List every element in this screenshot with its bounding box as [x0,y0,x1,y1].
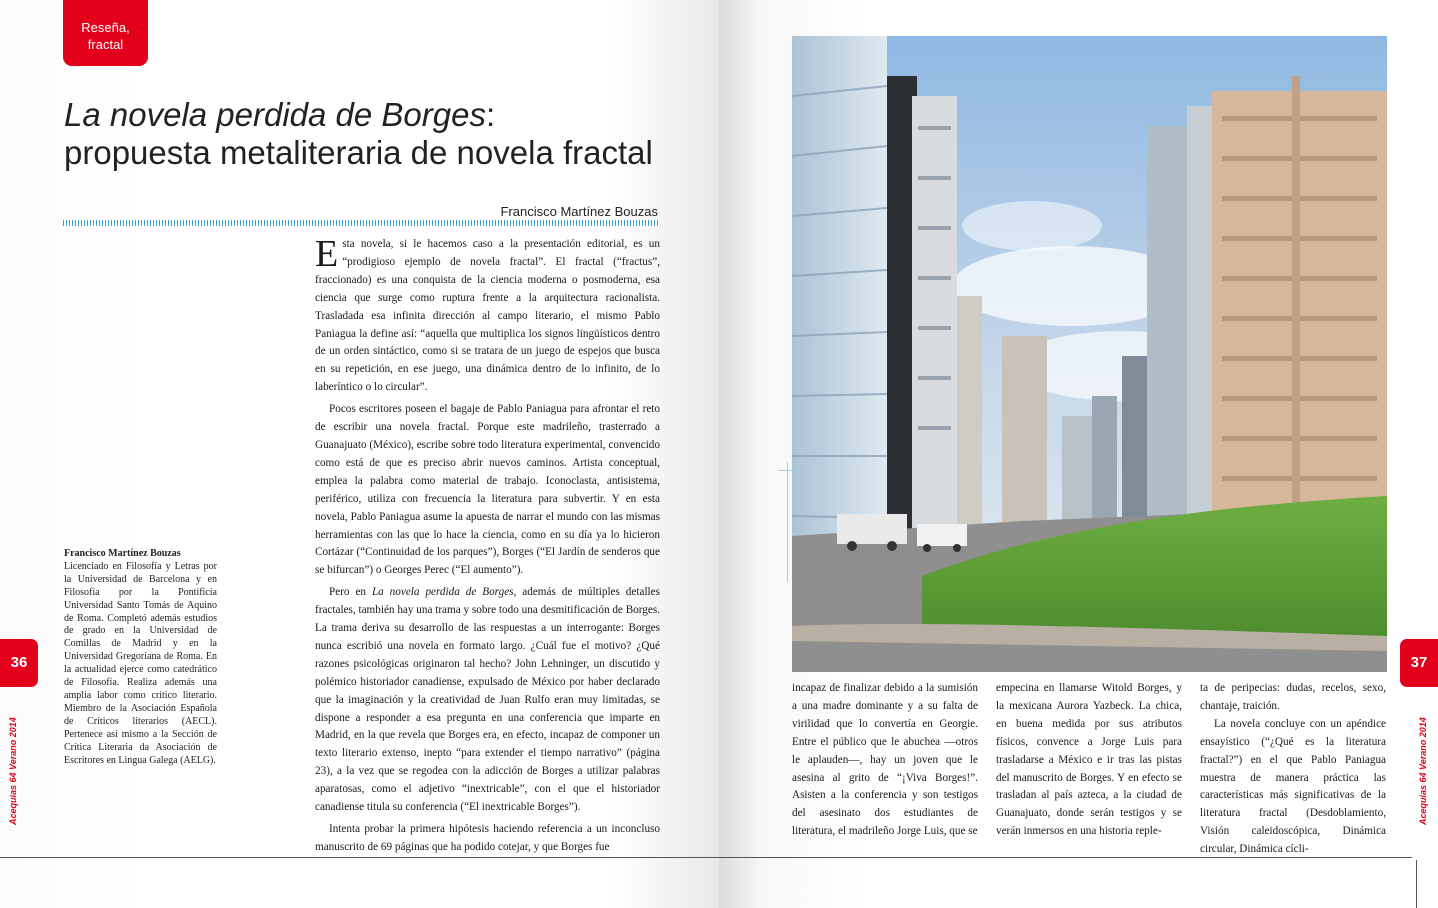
running-head-left: Acequias 64 Verano 2014 [8,717,18,825]
crop-mark-guide [787,462,788,582]
bottom-rule-left [0,857,719,858]
page-number-tab-left [0,639,38,687]
paragraph-2: Pocos escritores poseen el bagaje de Pablo Paniagua para afrontar el reto de escribir una novela fractal. Porque este madrileño, trasterrado a Guanajuato (México), escribe sobre todo literatura experimental, convencido como está de que es preciso abrir nuevos caminos. Artista conceptual, emplea la palabra como material de trabajo. Iconoclasta, antisistema, periférico, utiliza con frecuencia la literatura para subvertir. Y en esta novela, Pablo Paniagua asume la apuesta de narrar el mundo con las mismas herramientas con las que lo hace la ciencia, como en su día ya lo hicieron Cortázar (“Continuidad de los parques”), Borges (“El Jardín de senderos que se bifurcan”) o Georges Perec (“El aumento”). [315,403,660,577]
paragraph-1-text: sta novela, si le hacemos caso a la presentación editorial, es un “prodigioso ejemplo de novela fractal”. El fractal (“fractus”, fraccionado) es una conquista de la ciencia moderna o posmoderna, esa ciencia que surge como ruptura frente a la arquitectura racionalista. Trasladada esa infinita dirección al campo literario, el mismo Pablo Paniagua la define así: “aquella que multiplica los signos lingüísticos dentro de un orden sintáctico, como si se tratara de un juego de espejos que busca en su repetición, en ese juego, una dinámica dentro de lo infinito, de lo laberíntico o lo circular”. [315,238,660,394]
city-photo-illustration [792,36,1387,672]
right-col3-cont: ta de peripecias: dudas, recelos, sexo, chantaje, traición. [1200,682,1386,712]
page-number-left: 36 [10,654,28,671]
page-number-right: 37 [1410,654,1428,671]
right-text-column-2 [996,680,1182,841]
crop-mark [1416,860,1417,908]
paragraph-1 [315,233,660,397]
book-title-italic: La novela perdida de Borges [371,586,514,599]
title-italic-part: La novela perdida de Borges [64,96,486,133]
section-tab-line2: fractal [87,37,124,52]
paragraph-3-b: , además de múltiples detalles fractales, también hay una trama y sobre todo una desmitificación de Borges. La trama deriva su desarrollo de las respuestas a un interrogante: Borges nunca escribió una novela en formato largo. ¿Cuál fue el motivo? ¿Qué razones psicológicas originaron tal hecho? John Lehninger, un discutido y polémico historiador canadiense, expulsado de México por haber declarado que la imaginación y la creatividad de Juan Rulfo eran muy limitadas, se dispone a responder a esa pregunta en una conferencia que imparte en Madrid, en la que revela que Borges era, en efecto, incapaz de componer un texto literario extenso, inepto “para extender el tiempo narrativo” (página 23), a la vez que se regodea con la adicción de Borges a utilizar palabras aparatosas, como el adjetivo “inextricable”, con el que el historiador canadiense titula su conferencia (“El inextricable Borges”). [315,586,660,814]
right-col1-text: incapaz de finalizar debido a la sumisión a una madre dominante y a su falta de virilidad que lo convertía en Georgie. Entre el público que le abuchea —otros le aplauden—, hay un joven que le asesina al grito de “¡Viva Borges!”. Asisten a la conferencia y son testigos del asesinato dos estudiantes de literatura, el madrileño Jorge Luis, que se [792,682,978,838]
section-tab-line1: Reseña, [81,20,130,35]
paragraph-4: Intenta probar la primera hipótesis haciendo referencia a un inconcluso manuscrito de 69 páginas que ha podido cotejar, y que Borges fue [315,823,660,853]
right-col2-text: empecina en llamarse Witold Borges, y la mexicana Aurora Yazbeck. La chica, en buena medida por sus atributos físicos, convence a Jorge Luis para trasladarse a México e ir tras las pistas del manuscrito de Borges. Y en efecto se trasladan al país azteca, a la ciudad de Guanajuato, donde serán testigos y se verán inmersos en una historia reple- [996,682,1182,838]
right-col3-paragraph: La novela concluye con un apéndice ensayístico (“¿Qué es la literatura fractal?”) en el que Pablo Paniagua muestra de manera práctica las características más significativas de la literatura fractal (Desdoblamiento, Visión caleidoscópica, Dinámica circular, Dinámica cícli- [1200,717,1386,856]
bio-name: Francisco Martínez Bouzas [64,548,181,559]
author-bio [64,548,217,767]
title-line2: propuesta metaliteraria de novela fractal [64,134,653,171]
running-head-right: Acequias 64 Verano 2014 [1418,717,1428,825]
article-title [64,96,704,172]
paragraph-3-a: Pero en [329,586,372,599]
paragraph-3 [315,584,660,817]
author-byline: Francisco Martínez Bouzas [500,204,658,219]
bio-text: Licenciado en Filosofía y Letras por la Universidad de Barcelona y en Filosofía por la Pontificia Universidad Santo Tomás de Aquino de Roma. Completó además estudios de grado en la Universidad de Comillas de Madrid y en la Universidad Gregoriana de Roma. En la actualidad ejerce como catedrático de Filosofía. Realiza además una amplia labor como crítico literario. Miembro de la Asociación Española de Críticos literarios (AECL). Pertenece así mismo a la Sección de Crítica Literaria da Asociación de Escritores en Lingua Galega (AELG). [64,560,217,766]
drop-cap: E [315,233,339,275]
right-page [719,0,1438,908]
bottom-rule-right [719,857,1412,858]
city-photo [792,36,1387,672]
main-text-column [315,233,660,857]
title-colon: : [485,96,496,133]
crop-mark-guide-h [779,470,799,471]
dotted-rule [63,220,659,226]
section-tab [63,0,148,66]
right-text-column-3 [1200,680,1386,859]
page-number-tab-right [1400,639,1438,687]
right-text-column-1 [792,680,978,841]
